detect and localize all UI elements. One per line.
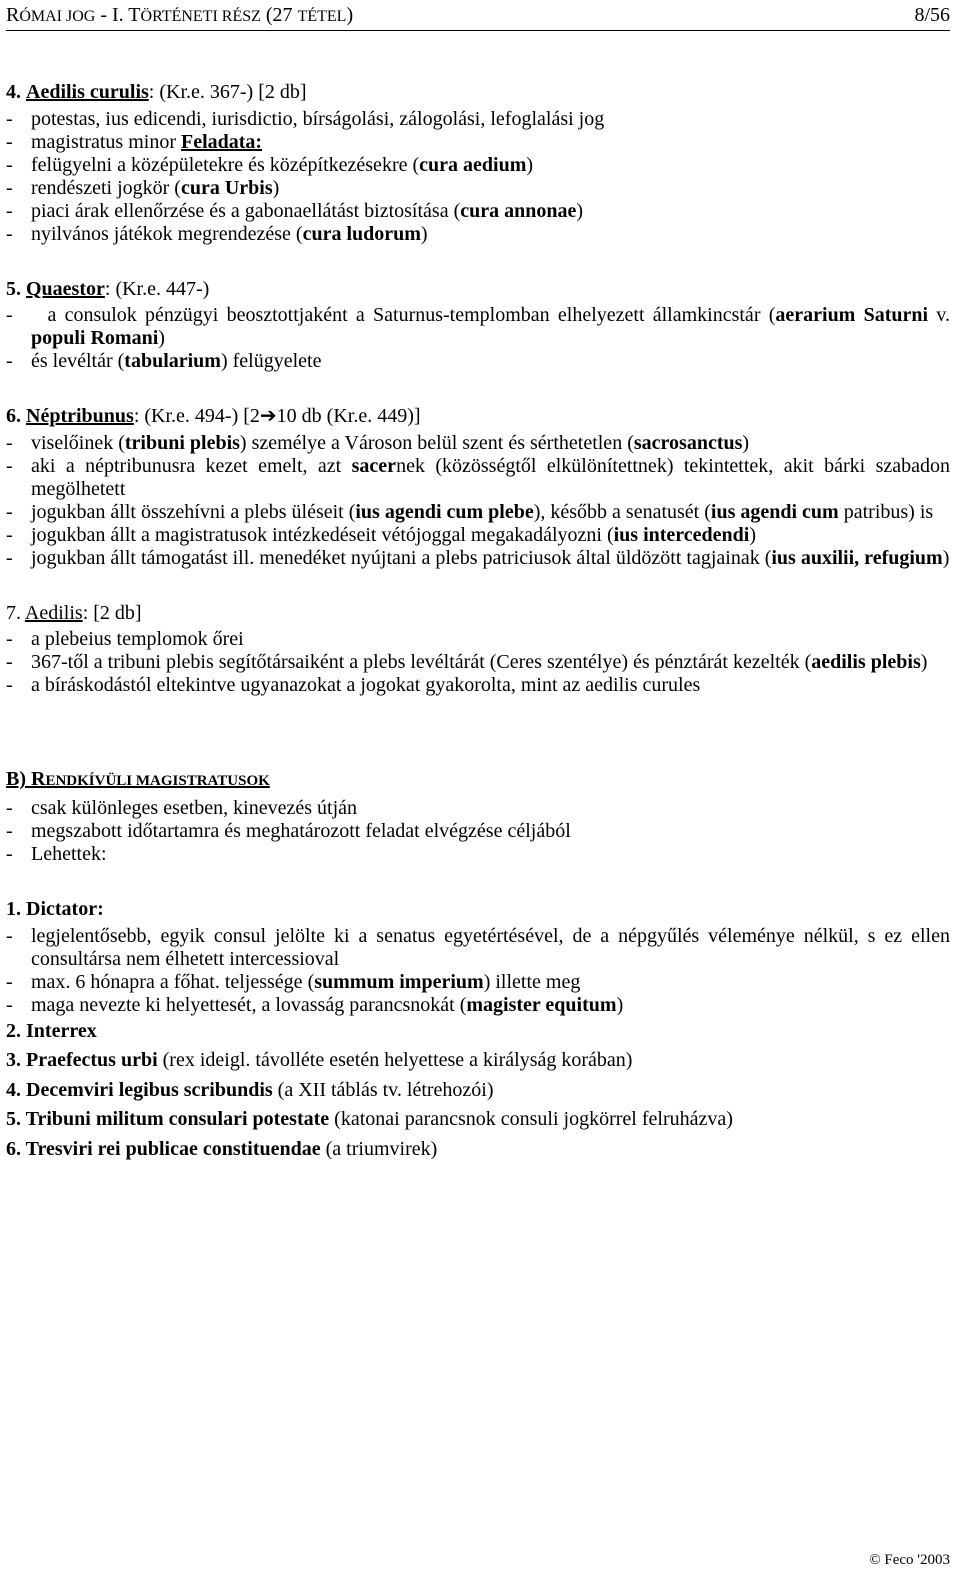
header-page-number: 8/56	[914, 4, 950, 26]
list-item: - legjelentősebb, egyik consul jelölte ki a senatus egyetértésével, de a népgyűlés véleménye nélkül, s ez ellen consultársa nem élhetett intercessioval	[6, 924, 950, 970]
list-item: - 367-től a tribuni plebis segítőtársaiként a plebs levéltárát (Ceres szentélye) és pénztárát kezelték (aedilis plebis)	[6, 651, 928, 674]
page-footer: © Feco '2003	[869, 1552, 950, 1568]
document-body	[6, 78, 950, 1165]
section-aedilis-curulis	[6, 78, 950, 246]
list-item: - piaci árak ellenőrzése és a gabonaellátást biztosítása (cura annonae)	[6, 199, 584, 222]
list-item: - nyilvános játékok megrendezése (cura ludorum)	[6, 222, 428, 245]
list-item: - a bíráskodástól eltekintve ugyanazokat a jogokat gyakorolta, mint az aedilis curules	[6, 674, 701, 697]
section-rendkivuli-magistratusok	[6, 765, 950, 866]
header-title: RÓMAI JOG - I. TÖRTÉNETI RÉSZ (27 TÉTEL)	[6, 4, 354, 26]
list-item: - felügyelni a középületekre és középítkezésekre (cura aedium)	[6, 153, 534, 176]
list-item: - viselőinek (tribuni plebis) személye a Városon belül szent és sérthetetlen (sacrosanctus)	[6, 431, 750, 454]
section-neptribunus	[6, 402, 950, 570]
list-item: - megszabott időtartamra és meghatározott feladat elvégzése céljából	[6, 819, 571, 842]
list-item: - a consulok pénzügyi beosztottjaként a Saturnus-templomban elhelyezett államkincstár (aerarium Saturni v. populi Romani)	[6, 304, 950, 350]
list-entry: 6. Tresviri rei publicae constituendae (a triumvirek)	[6, 1137, 438, 1160]
section-heading: 5. Quaestor: (Kr.e. 447-)	[6, 277, 210, 300]
list-item: - potestas, ius edicendi, iurisdictio, bírságolási, zálogolási, lefoglalási jog	[6, 107, 605, 130]
list-item: - rendészeti jogkör (cura Urbis)	[6, 176, 280, 199]
list-item: - és levéltár (tabularium) felügyelete	[6, 350, 322, 373]
list-item: - aki a néptribunusra kezet emelt, azt sacernek (közösségtől elkülönítettnek) tekintettek, akit bárki szabadon megölhetett	[6, 454, 951, 500]
list-item: - Lehettek:	[6, 842, 107, 865]
section-heading: 4. Aedilis curulis: (Kr.e. 367-) [2 db]	[6, 81, 307, 103]
section-heading: 1. Dictator:	[6, 897, 104, 920]
list-entry: 5. Tribuni militum consulari potestate (katonai parancsnok consuli jogkörrel felruházva)	[6, 1108, 733, 1131]
section-heading: B) RENDKÍVÜLI MAGISTRATUSOK	[6, 768, 270, 791]
list-item: - csak különleges esetben, kinevezés útján	[6, 796, 357, 819]
list-item: - max. 6 hónapra a főhat. teljessége (summum imperium) illette meg	[6, 970, 581, 993]
section-quaestor	[6, 275, 950, 374]
list-item: - maga nevezte ki helyettesét, a lovasság parancsnokát (magister equitum)	[6, 993, 624, 1016]
list-item: - jogukban állt összehívni a plebs üléseit (ius agendi cum plebe), később a senatusét (ius agendi cum patribus) is	[6, 500, 934, 523]
arrow-icon: ➔	[259, 405, 277, 428]
list-entry: 3. Praefectus urbi (rex ideigl. távolléte esetén helyettese a királyság korában)	[6, 1049, 633, 1072]
section-dictator	[6, 895, 950, 1165]
list-entry: 4. Decemviri legibus scribundis (a XII táblás tv. létrehozói)	[6, 1078, 494, 1101]
section-heading: 7. Aedilis: [2 db]	[6, 601, 142, 624]
section-heading: 6. Néptribunus: (Kr.e. 494-) [2➔10 db (Kr.e. 449)]	[6, 405, 421, 428]
list-entry: 2. Interrex	[6, 1019, 97, 1042]
list-item: - jogukban állt támogatást ill. menedéket nyújtani a plebs patriciusok által üldözött tagjainak (ius auxilii, refugium)	[6, 546, 950, 569]
page-header	[6, 4, 950, 31]
list-item: - magistratus minor Feladata:	[6, 130, 263, 153]
list-item: - a plebeius templomok őrei	[6, 628, 244, 651]
list-item: - jogukban állt a magistratusok intézkedéseit vétójoggal megakadályozni (ius intercedendi)	[6, 523, 757, 546]
section-aedilis	[6, 599, 950, 698]
